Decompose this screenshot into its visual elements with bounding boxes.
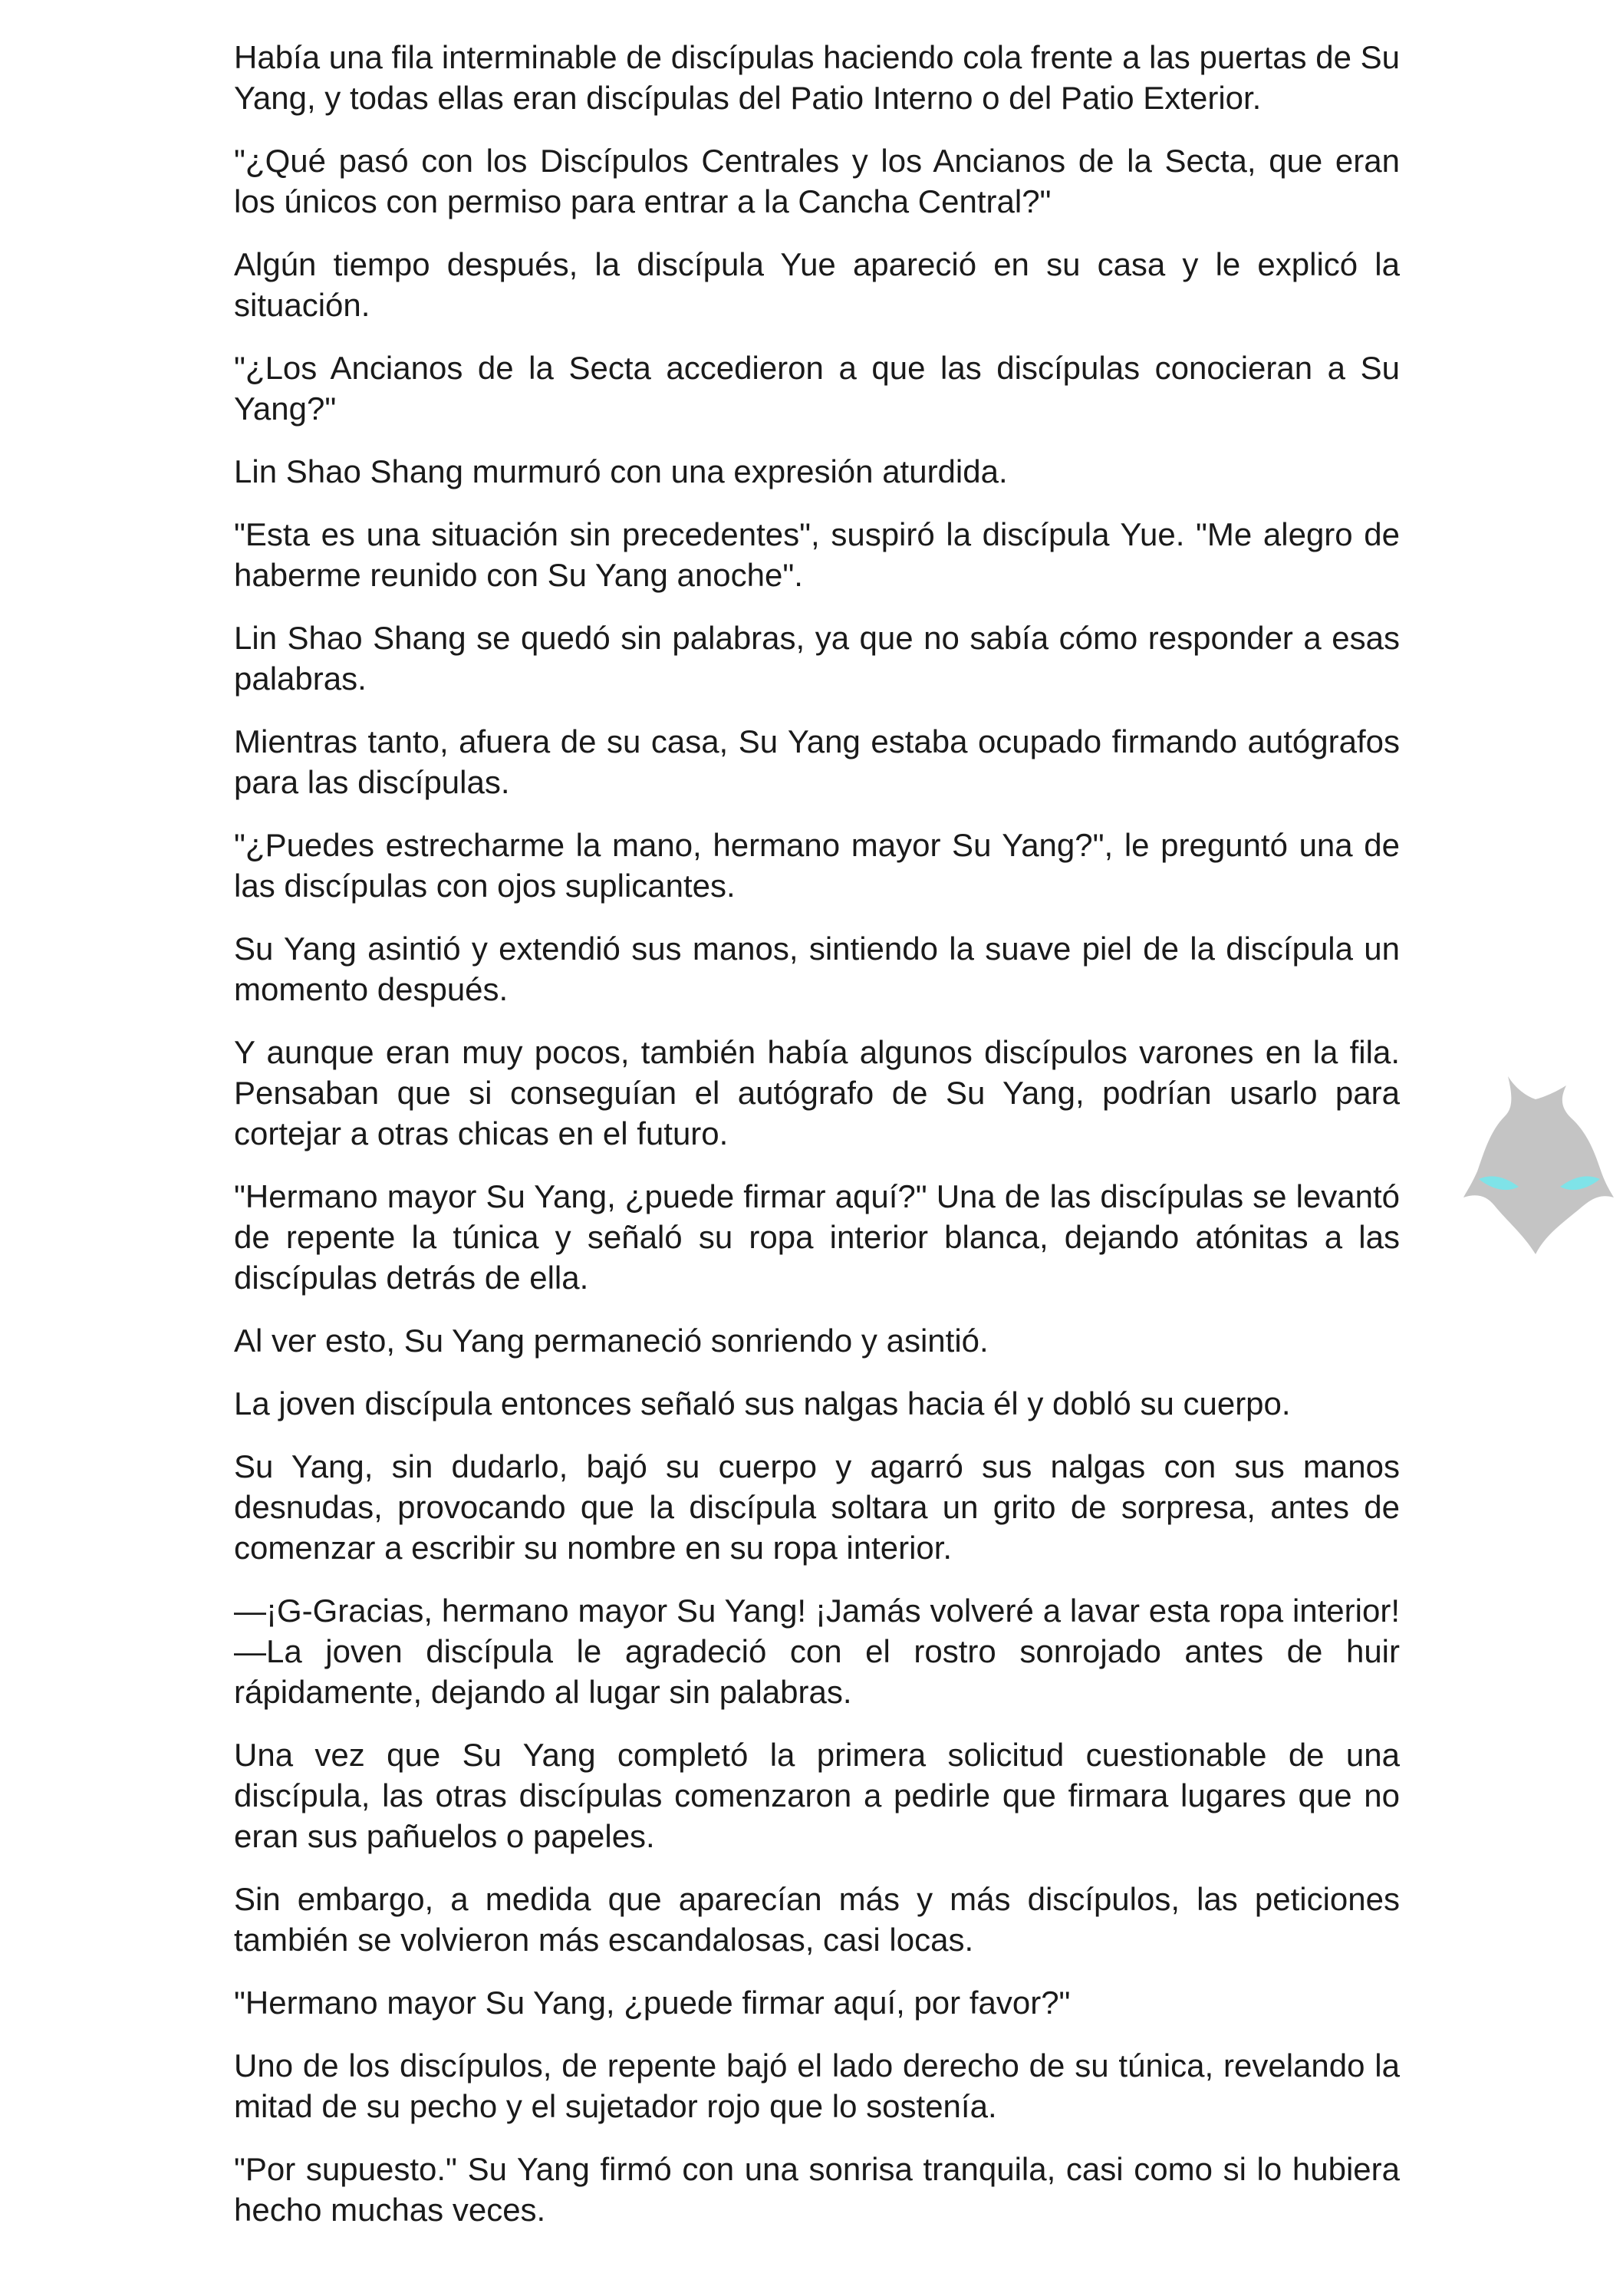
demon-head-shape (1463, 1076, 1614, 1254)
watermark-svg (1463, 1070, 1617, 1254)
paragraph: La joven discípula entonces señaló sus nalgas hacia él y dobló su cuerpo. (234, 1385, 1291, 1421)
paragraph: Y aunque eran muy pocos, también había algunos discípulos varones en la fila. Pensaban que si conseguían el autógrafo de Su Yang, podrían usarlo para cortejar a otras chicas en el futuro. (234, 1034, 1400, 1151)
paragraph: "Por supuesto." Su Yang firmó con una sonrisa tranquila, casi como si lo hubiera hecho muchas veces. (234, 2151, 1400, 2228)
paragraph: Uno de los discípulos, de repente bajó el lado derecho de su túnica, revelando la mitad de su pecho y el sujetador rojo que lo sostenía. (234, 2047, 1400, 2124)
demon-head-icon (1463, 1070, 1617, 1254)
paragraph: Había una fila interminable de discípulas haciendo cola frente a las puertas de Su Yang, y todas ellas eran discípulas del Patio Interno o del Patio Exterior. (234, 39, 1400, 116)
paragraph: Lin Shao Shang se quedó sin palabras, ya que no sabía cómo responder a esas palabras. (234, 620, 1400, 697)
paragraph: "Hermano mayor Su Yang, ¿puede firmar aquí, por favor?" (234, 1985, 1071, 2021)
paragraph: Sin embargo, a medida que aparecían más y más discípulos, las peticiones también se volvieron más escandalosas, casi locas. (234, 1881, 1400, 1958)
paragraph: Algún tiempo después, la discípula Yue apareció en su casa y le explicó la situación. (234, 246, 1400, 323)
paragraph: Su Yang, sin dudarlo, bajó su cuerpo y agarró sus nalgas con sus manos desnudas, provocando que la discípula soltara un grito de sorpresa, antes de comenzar a escribir su nombre en su ropa interior. (234, 1448, 1400, 1566)
paragraph: "¿Qué pasó con los Discípulos Centrales y los Ancianos de la Secta, que eran los únicos con permiso para entrar a la Cancha Central?" (234, 143, 1400, 219)
paragraph: Al ver esto, Su Yang permaneció sonriendo y asintió. (234, 1323, 989, 1359)
paragraph: "¿Puedes estrecharme la mano, hermano mayor Su Yang?", le preguntó una de las discípulas con ojos suplicantes. (234, 827, 1400, 904)
document-body (234, 37, 1400, 2252)
paragraph: Una vez que Su Yang completó la primera solicitud cuestionable de una discípula, las otras discípulas comenzaron a pedirle que firmara lugares que no eran sus pañuelos o papeles. (234, 1737, 1400, 1854)
paragraph: Lin Shao Shang murmuró con una expresión aturdida. (234, 453, 1008, 489)
paragraph: Su Yang asintió y extendió sus manos, sintiendo la suave piel de la discípula un momento después. (234, 931, 1400, 1007)
paragraph: "¿Los Ancianos de la Secta accedieron a que las discípulas conocieran a Su Yang?" (234, 350, 1400, 427)
paragraph: Mientras tanto, afuera de su casa, Su Yang estaba ocupado firmando autógrafos para las discípulas. (234, 723, 1400, 800)
paragraph: "Esta es una situación sin precedentes", suspiró la discípula Yue. "Me alegro de haberme reunido con Su Yang anoche". (234, 516, 1400, 593)
paragraph: "Hermano mayor Su Yang, ¿puede firmar aquí?" Una de las discípulas se levantó de repente la túnica y señaló su ropa interior blanca, dejando atónitas a las discípulas detrás de ella. (234, 1178, 1400, 1296)
paragraph: —¡G-Gracias, hermano mayor Su Yang! ¡Jamás volveré a lavar esta ropa interior! —La joven discípula le agradeció con el rostro sonrojado antes de huir rápidamente, dejando al lugar sin palabras. (234, 1593, 1400, 1710)
